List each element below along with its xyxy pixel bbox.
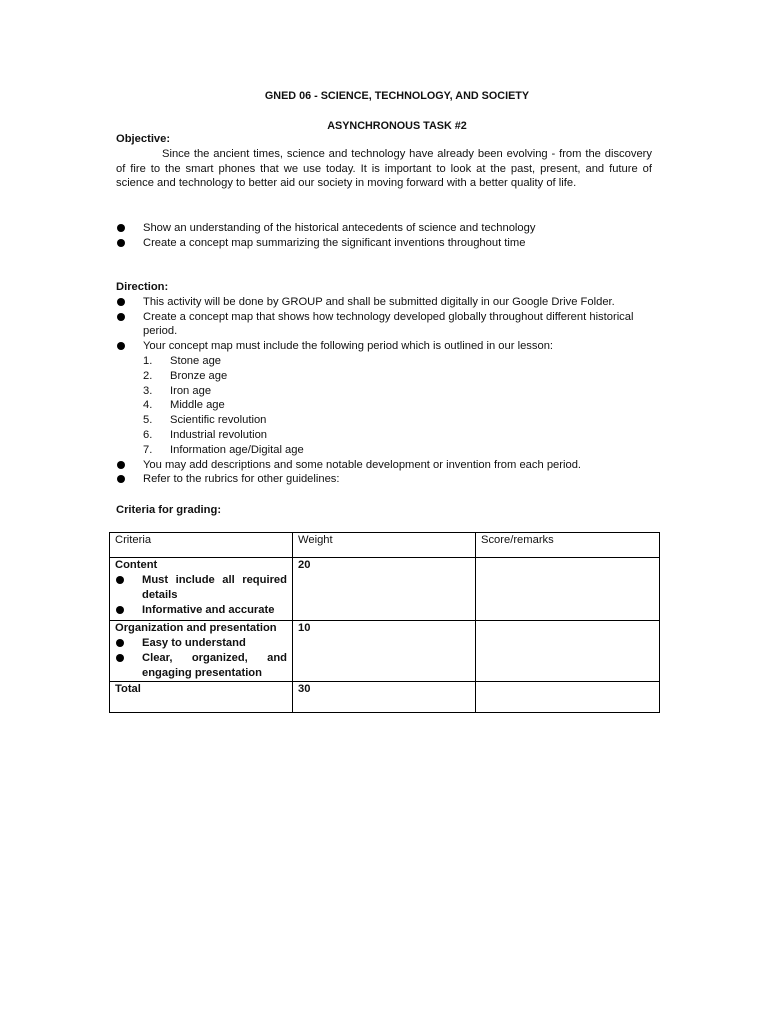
criteria-cell: Content Must include all required details Informative and accurate <box>110 558 293 621</box>
period-list <box>116 354 652 458</box>
list-item: You may add descriptions and some notable development or invention from each period. <box>116 458 652 473</box>
list-item: Easy to understand <box>115 636 287 651</box>
list-item: Your concept map must include the following period which is outlined in our lesson: <box>116 339 652 354</box>
list-item: This activity will be done by GROUP and shall be submitted digitally in our Google Drive Folder. <box>116 295 652 310</box>
bullet-icon <box>116 639 124 647</box>
objective-section <box>116 132 652 191</box>
list-item: Refer to the rubrics for other guidelines: <box>116 472 652 487</box>
period-item: 1. Stone age <box>143 354 222 367</box>
table-row <box>110 621 660 682</box>
bullet-icon <box>116 576 124 584</box>
direction-heading: Direction: <box>116 281 169 293</box>
list-item: Create a concept map that shows how technology developed globally throughout different historical period. <box>116 310 652 340</box>
period-item: 2. Bronze age <box>143 369 228 382</box>
score-cell <box>476 558 660 621</box>
list-item: Informative and accurate <box>115 603 287 618</box>
column-header-criteria: Criteria <box>110 533 293 558</box>
criteria-cell: Total <box>110 682 293 713</box>
bullet-icon <box>117 475 125 483</box>
period-item: 3. Iron age <box>143 384 212 397</box>
bullet-icon <box>116 606 124 614</box>
direction-section <box>116 280 652 487</box>
bullet-icon <box>117 461 125 469</box>
period-item: 4. Middle age <box>143 399 225 412</box>
bullet-icon <box>117 239 125 247</box>
list-item: Must include all required details <box>115 573 287 603</box>
weight-cell: 30 <box>293 682 476 713</box>
list-item: Show an understanding of the historical antecedents of science and technology <box>116 221 652 236</box>
list-item: Clear, organized, and engaging presentation <box>115 651 287 681</box>
grading-heading: Criteria for grading: <box>116 504 222 516</box>
score-cell <box>476 621 660 682</box>
objective-paragraph: Since the ancient times, science and technology have already been evolving - from the discovery of fire to the smart phones that we use today. It is important to look at the past, present, and future of science and technology to better aid our society in moving forward with a better quality of life. <box>116 147 652 190</box>
bullet-icon <box>117 313 125 321</box>
column-header-weight: Weight <box>293 533 476 558</box>
table-header-row <box>110 533 660 558</box>
objective-bullets <box>116 221 652 251</box>
list-item: Create a concept map summarizing the significant inventions throughout time <box>116 236 652 251</box>
course-title: GNED 06 - SCIENCE, TECHNOLOGY, AND SOCIETY <box>264 90 530 102</box>
period-item: 7. Information age/Digital age <box>143 443 304 456</box>
criteria-cell: Organization and presentation Easy to understand Clear, organized, and engaging presentation <box>110 621 293 682</box>
bullet-icon <box>117 298 125 306</box>
weight-cell: 20 <box>293 558 476 621</box>
column-header-score: Score/remarks <box>476 533 660 558</box>
weight-cell: 10 <box>293 621 476 682</box>
objective-heading: Objective: <box>116 133 171 145</box>
bullet-icon <box>117 342 125 350</box>
table-row <box>110 558 660 621</box>
period-item: 5. Scientific revolution <box>143 414 267 427</box>
table-row <box>110 682 660 713</box>
task-title: ASYNCHRONOUS TASK #2 <box>327 120 467 132</box>
grading-table <box>109 532 660 713</box>
bullet-icon <box>117 224 125 232</box>
bullet-icon <box>116 654 124 662</box>
period-item: 6. Industrial revolution <box>143 428 268 441</box>
score-cell <box>476 682 660 713</box>
